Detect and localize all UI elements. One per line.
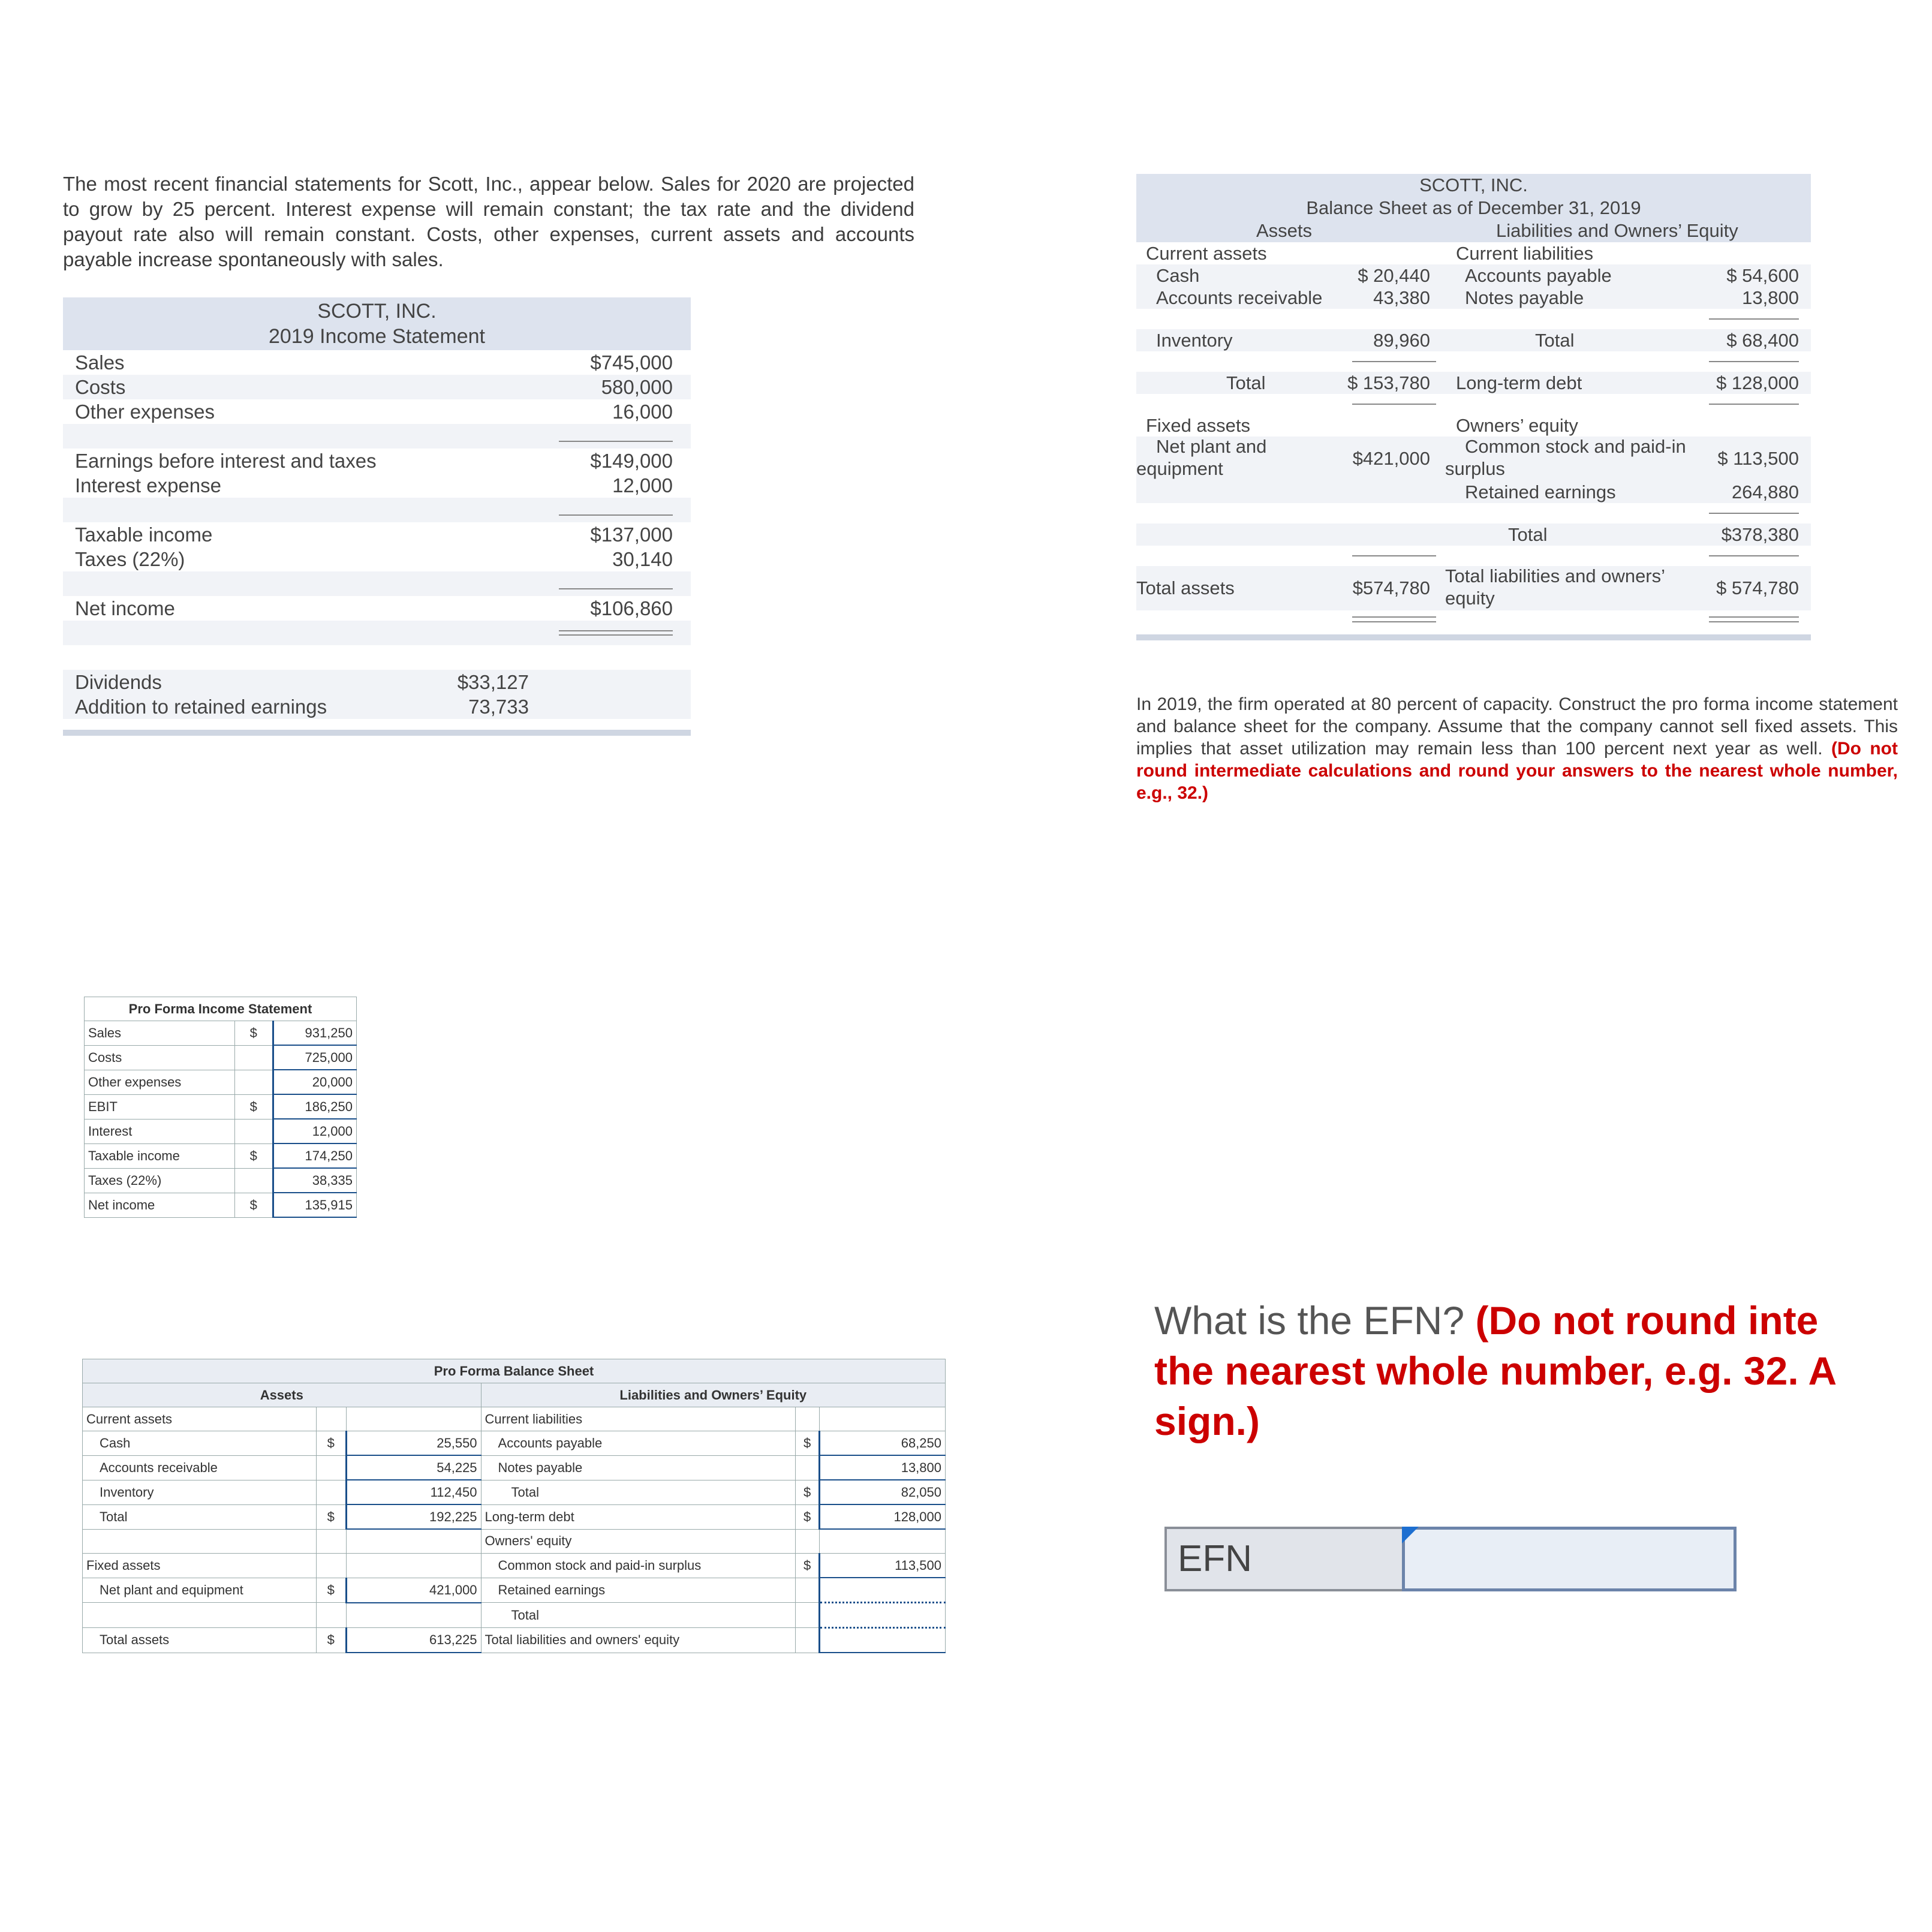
input-common-stock[interactable]: 113,500 [820,1554,946,1578]
label: Sales [85,1021,235,1046]
statement-name: Balance Sheet as of December 31, 2019 [1306,197,1641,218]
label: Long-term debt [1456,372,1582,393]
currency: $ [796,1480,820,1504]
label: Total [83,1504,317,1529]
row-receivable [1136,287,1811,309]
currency [234,1119,273,1143]
row-retained [1136,481,1811,503]
label: Sales [75,351,125,374]
label: EBIT [85,1094,235,1119]
value: $421,000 [1352,448,1430,469]
input-cash[interactable]: 25,550 [346,1431,481,1456]
input-ebit[interactable]: 186,250 [273,1094,356,1119]
label: Other expenses [75,401,215,423]
value: $ 128,000 [1716,372,1799,393]
value: $33,127 [457,671,529,693]
table-row [85,1193,357,1217]
table-row [85,1143,357,1168]
currency: $ [234,1143,273,1168]
efn-note: sign.) [1154,1399,1260,1443]
value: 30,140 [612,548,673,570]
table-row [83,1407,946,1431]
value: $ 574,780 [1716,577,1799,598]
table-title: Pro Forma Balance Sheet [83,1359,946,1383]
label: Taxes (22%) [75,548,185,570]
label: Taxable income [75,523,213,546]
label: Total assets [83,1628,317,1653]
input-net-income[interactable]: 135,915 [273,1193,356,1217]
value: 43,380 [1373,287,1430,308]
label: Net plant and [1156,436,1267,457]
row-sales [63,350,691,375]
label: Total [481,1480,796,1504]
currency: $ [234,1021,273,1046]
row-ca-total [1136,372,1811,394]
income-statement-title [63,297,691,350]
value: 73,733 [468,696,529,718]
input-inventory[interactable]: 112,450 [346,1480,481,1504]
currency: $ [796,1504,820,1529]
input-long-term-debt[interactable]: 128,000 [820,1504,946,1529]
label: Notes payable [481,1455,796,1480]
row-taxes [63,547,691,571]
statement-name: 2019 Income Statement [268,325,485,348]
value: 12,000 [612,474,673,496]
label: Taxable income [85,1143,235,1168]
row-total-assets [1136,566,1811,610]
label: Common stock and paid-in surplus [481,1554,796,1578]
label: Common stock and paid-in [1465,436,1686,457]
label: Current liabilities [1456,243,1594,264]
value: $106,860 [590,597,673,619]
currency [234,1045,273,1070]
label: Long-term debt [481,1504,796,1529]
label: Cash [1156,265,1200,286]
efn-label: EFN [1164,1527,1402,1591]
label: Owners’ equity [1456,415,1578,436]
assets-heading: Assets [83,1383,482,1407]
value: $574,780 [1352,577,1430,598]
table-row [83,1480,946,1504]
currency: $ [316,1504,346,1529]
label: Accounts payable [1465,265,1612,286]
row [1136,414,1811,437]
pro-forma-balance-sheet [82,1359,946,1653]
row-costs [63,375,691,399]
spacer [63,424,691,449]
value: 89,960 [1373,330,1430,351]
label: Current liabilities [481,1407,796,1431]
input-taxable-income[interactable]: 174,250 [273,1143,356,1168]
label: Total liabilities and owners’ [1445,565,1666,586]
pro-forma-income-statement [84,997,357,1218]
currency: $ [316,1431,346,1456]
label: surplus [1445,458,1505,479]
label: Net plant and equipment [83,1578,317,1603]
label: Net income [75,597,175,619]
row-other-expenses [63,399,691,424]
value: $137,000 [590,523,673,546]
input-notes-payable[interactable]: 13,800 [820,1455,946,1480]
currency: $ [316,1578,346,1603]
efn-question [1154,1295,1928,1446]
row-dividends [63,670,691,694]
label: Accounts payable [481,1431,796,1456]
input-net-plant[interactable]: 421,000 [346,1578,481,1603]
currency [234,1070,273,1094]
company-name: SCOTT, INC. [1419,174,1528,195]
rule [559,588,673,589]
input-accounts-payable[interactable]: 68,250 [820,1431,946,1456]
efn-note: the nearest whole number, e.g. 32. A [1154,1349,1837,1393]
label: Accounts receivable [1156,287,1323,308]
label: Current assets [1146,243,1267,264]
table-bottom-bar [1136,634,1811,640]
spacer [63,571,691,596]
label: Total [1535,330,1575,351]
double-rule [559,630,673,636]
label: Inventory [83,1480,317,1504]
label: Fixed assets [83,1554,317,1578]
currency: $ [234,1193,273,1217]
input-owners-equity-total[interactable] [820,1603,946,1628]
spacer [63,498,691,522]
value: $149,000 [590,450,673,472]
table-row [83,1628,946,1653]
value: $ 20,440 [1358,265,1430,286]
value: $ 68,400 [1726,330,1799,351]
table-row [85,1168,357,1193]
table-row [83,1455,946,1480]
label: Inventory [1156,330,1233,351]
spacer [63,621,691,645]
company-name: SCOTT, INC. [317,300,437,323]
table-row [83,1578,946,1603]
balance-sheet-2019 [1136,174,1811,640]
table-row [85,1094,357,1119]
label: Cash [83,1431,317,1456]
label: Interest expense [75,474,221,496]
label: Costs [85,1045,235,1070]
label: Taxes (22%) [85,1168,235,1193]
label: Total liabilities and owners' equity [481,1628,796,1653]
row-net-plant [1136,437,1811,481]
table-row [83,1504,946,1529]
input-marker-icon [1402,1527,1419,1543]
row-oe-total [1136,523,1811,546]
input-costs[interactable]: 725,000 [273,1045,356,1070]
currency: $ [796,1431,820,1456]
table-row [83,1603,946,1628]
input-interest[interactable]: 12,000 [273,1119,356,1143]
table-row [85,1045,357,1070]
label: Addition to retained earnings [75,696,327,718]
input-current-liabilities-total[interactable]: 82,050 [820,1480,946,1504]
label: Total [1508,524,1548,545]
row-ebit [63,449,691,473]
value: 13,800 [1742,287,1799,308]
currency: $ [796,1554,820,1578]
label: Other expenses [85,1070,235,1094]
efn-note: (Do not round inte [1475,1298,1819,1343]
label: Net income [85,1193,235,1217]
input-taxes[interactable]: 38,335 [273,1168,356,1193]
intro-paragraph: The most recent financial statements for Scott, Inc., appear below. Sales for 2020 are projected to grow by 25 percent. Interest expense will remain constant; the tax rate and the dividend payout rate also will remain constant. Costs, other expenses, current assets and accounts payable increase spontaneously with sales. [63,173,914,270]
currency [234,1168,273,1193]
table-row [85,1070,357,1094]
label: Costs [75,376,126,398]
label: Notes payable [1465,287,1584,308]
label: Owners' equity [481,1529,796,1554]
table-row [85,1021,357,1046]
row-net-income [63,596,691,621]
efn-input[interactable] [1402,1527,1737,1591]
label: Current assets [83,1407,317,1431]
label: Accounts receivable [83,1455,317,1480]
label: Total [481,1603,796,1628]
label: equity [1445,588,1495,609]
label: Fixed assets [1146,415,1251,436]
label: Total [1226,372,1266,393]
value: 580,000 [601,376,673,398]
value: 16,000 [612,401,673,423]
value: $745,000 [590,351,673,374]
row-taxable-income [63,522,691,547]
row-addition-retained [63,694,691,719]
row-cash [1136,264,1811,287]
liabilities-heading: Liabilities and Owners’ Equity [1496,220,1738,241]
input-sales[interactable]: 931,250 [273,1021,356,1046]
label: Retained earnings [1465,482,1616,502]
label: Earnings before interest and taxes [75,450,377,472]
question-body: In 2019, the firm operated at 80 percent of capacity. Construct the pro forma income statement and balance sheet for the company. Assume that the company cannot sell fixed assets. This implies that asset utilization may remain less than 100 percent next year as well. [1136,694,1898,759]
input-total-liabilities-equity[interactable] [820,1628,946,1653]
label: Retained earnings [481,1578,796,1603]
value: $ 113,500 [1717,448,1799,469]
value: $ 153,780 [1347,372,1430,393]
table-title: Pro Forma Income Statement [85,997,357,1021]
table-row [85,1119,357,1143]
label: Interest [85,1119,235,1143]
table-bottom-bar [63,730,691,736]
table-row [83,1431,946,1456]
value: 264,880 [1731,482,1799,502]
value: $ 54,600 [1726,265,1799,286]
efn-answer-row [1164,1527,1737,1591]
input-total-assets[interactable]: 613,225 [346,1628,481,1653]
label: Total assets [1136,577,1235,598]
rounding-note: (Do not round intermediate calculations and round your answers to the nearest whole number, e.g., 32.) [1136,739,1898,803]
rule [559,441,673,442]
balance-sheet-header [1136,174,1811,242]
liabilities-heading: Liabilities and Owners’ Equity [481,1383,945,1407]
input-accounts-receivable[interactable]: 54,225 [346,1455,481,1480]
spacer [63,645,691,670]
label: equipment [1136,458,1223,479]
assets-heading: Assets [1256,220,1313,241]
row [1136,242,1811,264]
currency: $ [234,1094,273,1119]
label: Dividends [75,671,162,693]
rule [559,514,673,516]
currency: $ [316,1628,346,1653]
value: $378,380 [1721,524,1799,545]
input-current-assets-total[interactable]: 192,225 [346,1504,481,1529]
row-inventory [1136,329,1811,351]
row-interest [63,473,691,498]
input-retained-earnings[interactable] [820,1578,946,1603]
income-statement-2019 [63,297,691,736]
table-row [83,1529,946,1554]
question-text [1136,693,1898,804]
efn-question-text: What is the EFN? [1154,1298,1476,1343]
input-other-expenses[interactable]: 20,000 [273,1070,356,1094]
table-row [83,1554,946,1578]
